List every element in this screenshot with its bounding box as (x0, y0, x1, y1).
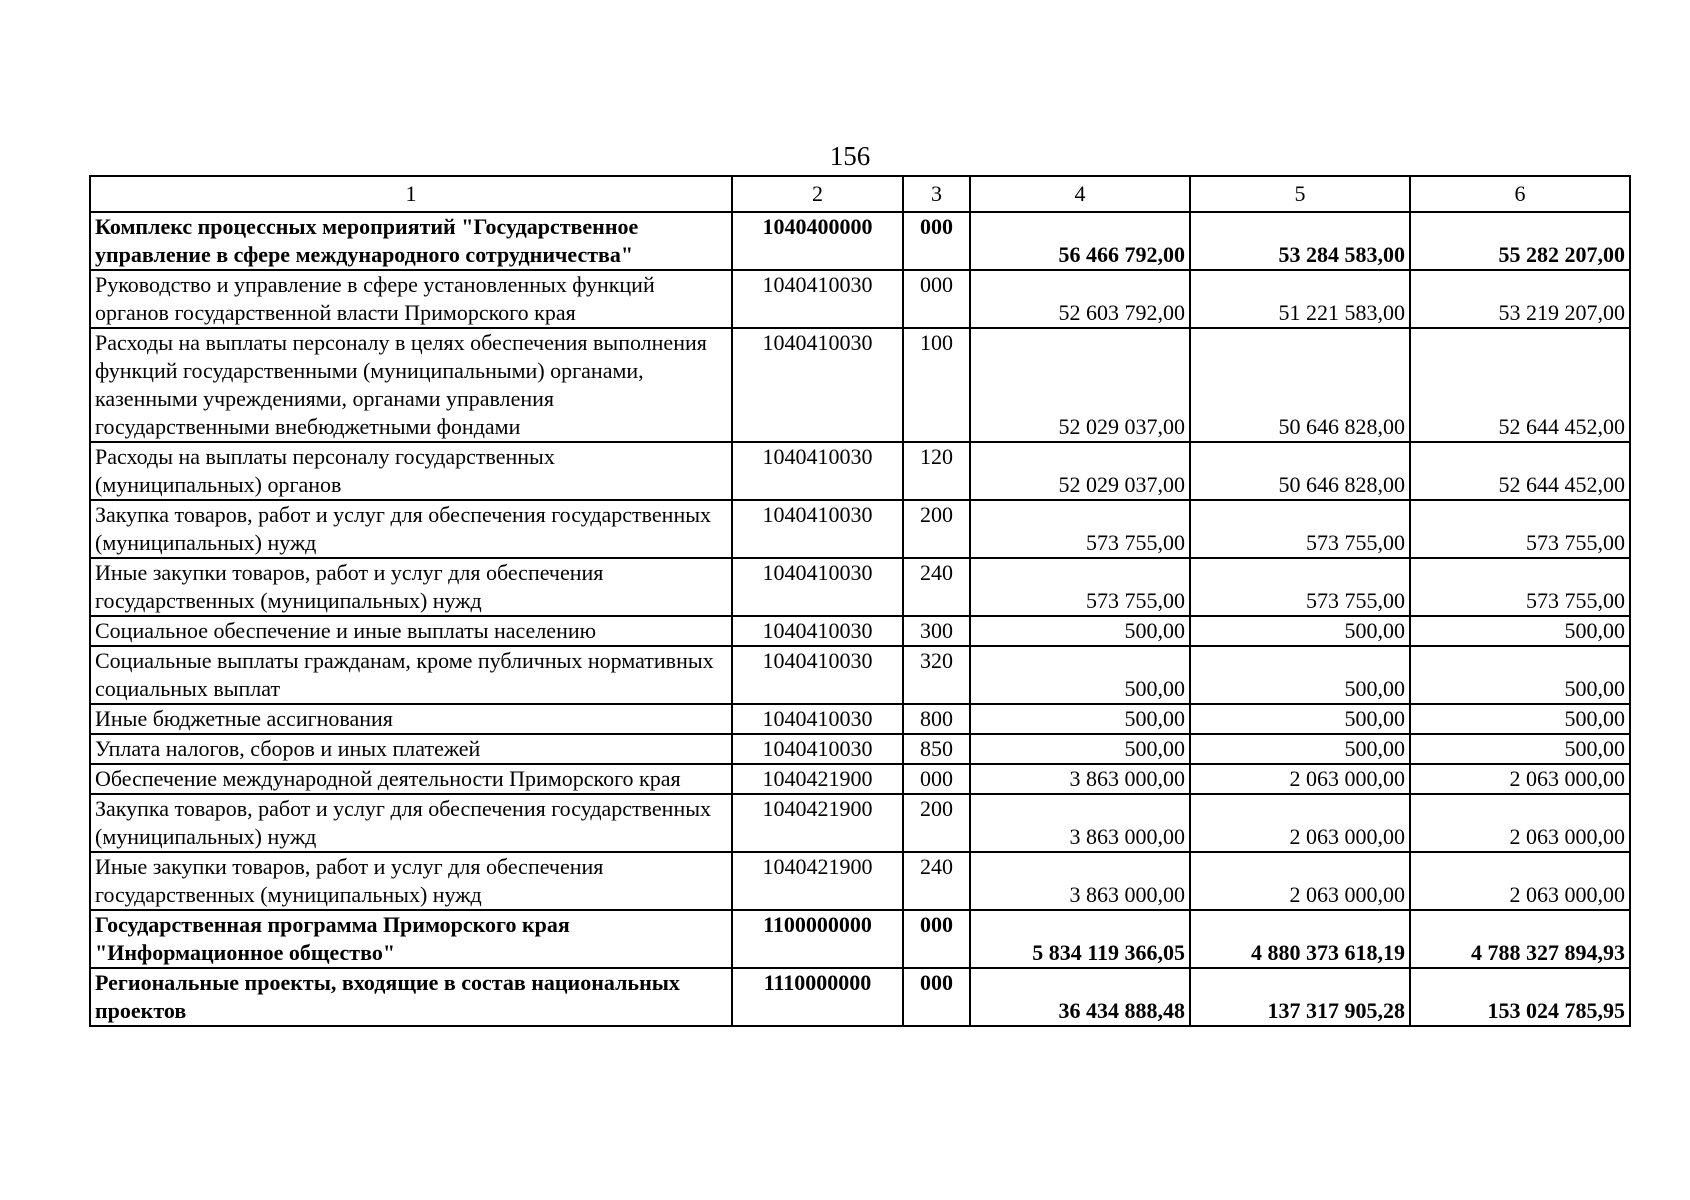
amount-col-5: 500,00 (1190, 704, 1410, 734)
table-row (90, 910, 1630, 968)
amount-col-5: 500,00 (1190, 734, 1410, 764)
amount-col-6: 4 788 327 894,93 (1410, 910, 1630, 968)
expense-type-code: 000 (903, 968, 970, 1026)
table-row (90, 442, 1630, 500)
amount-col-5: 50 646 828,00 (1190, 442, 1410, 500)
expense-type-code: 850 (903, 734, 970, 764)
amount-col-5: 53 284 583,00 (1190, 212, 1410, 270)
column-number: 1 (90, 176, 732, 212)
row-name: Обеспечение международной деятельности Приморского края (90, 764, 732, 794)
amount-col-4: 3 863 000,00 (970, 764, 1190, 794)
row-name: Социальное обеспечение и иные выплаты населению (90, 616, 732, 646)
amount-col-5: 2 063 000,00 (1190, 852, 1410, 910)
expense-type-code: 000 (903, 212, 970, 270)
amount-col-6: 500,00 (1410, 734, 1630, 764)
budget-table (89, 175, 1631, 1027)
expense-type-code: 240 (903, 558, 970, 616)
amount-col-5: 500,00 (1190, 616, 1410, 646)
amount-col-4: 52 029 037,00 (970, 442, 1190, 500)
amount-col-6: 500,00 (1410, 704, 1630, 734)
table-row (90, 968, 1630, 1026)
amount-col-4: 500,00 (970, 616, 1190, 646)
target-article-code: 1040421900 (732, 852, 903, 910)
table-row (90, 852, 1630, 910)
table-row (90, 646, 1630, 704)
expense-type-code: 000 (903, 270, 970, 328)
target-article-code: 1040410030 (732, 270, 903, 328)
amount-col-4: 500,00 (970, 704, 1190, 734)
expense-type-code: 200 (903, 500, 970, 558)
target-article-code: 1040410030 (732, 558, 903, 616)
table-row (90, 734, 1630, 764)
amount-col-4: 573 755,00 (970, 500, 1190, 558)
amount-col-4: 52 603 792,00 (970, 270, 1190, 328)
row-name: Иные бюджетные ассигнования (90, 704, 732, 734)
column-number-row (90, 176, 1630, 212)
amount-col-5: 4 880 373 618,19 (1190, 910, 1410, 968)
table-body (90, 176, 1630, 1026)
amount-col-6: 2 063 000,00 (1410, 852, 1630, 910)
amount-col-5: 573 755,00 (1190, 500, 1410, 558)
target-article-code: 1040410030 (732, 704, 903, 734)
table-row (90, 500, 1630, 558)
target-article-code: 1040400000 (732, 212, 903, 270)
table-row (90, 616, 1630, 646)
amount-col-6: 500,00 (1410, 646, 1630, 704)
amount-col-5: 2 063 000,00 (1190, 794, 1410, 852)
amount-col-4: 56 466 792,00 (970, 212, 1190, 270)
amount-col-6: 52 644 452,00 (1410, 442, 1630, 500)
target-article-code: 1040421900 (732, 794, 903, 852)
target-article-code: 1040421900 (732, 764, 903, 794)
column-number: 3 (903, 176, 970, 212)
target-article-code: 1040410030 (732, 442, 903, 500)
row-name: Региональные проекты, входящие в состав национальных проектов (90, 968, 732, 1026)
row-name: Закупка товаров, работ и услуг для обеспечения государственных (муниципальных) нужд (90, 500, 732, 558)
row-name: Государственная программа Приморского края "Информационное общество" (90, 910, 732, 968)
amount-col-4: 500,00 (970, 734, 1190, 764)
expense-type-code: 000 (903, 764, 970, 794)
amount-col-6: 153 024 785,95 (1410, 968, 1630, 1026)
amount-col-4: 3 863 000,00 (970, 852, 1190, 910)
table-row (90, 794, 1630, 852)
expense-type-code: 300 (903, 616, 970, 646)
target-article-code: 1110000000 (732, 968, 903, 1026)
expense-type-code: 100 (903, 328, 970, 442)
target-article-code: 1040410030 (732, 616, 903, 646)
amount-col-4: 5 834 119 366,05 (970, 910, 1190, 968)
amount-col-5: 2 063 000,00 (1190, 764, 1410, 794)
amount-col-5: 500,00 (1190, 646, 1410, 704)
expense-type-code: 200 (903, 794, 970, 852)
amount-col-6: 573 755,00 (1410, 558, 1630, 616)
amount-col-6: 55 282 207,00 (1410, 212, 1630, 270)
row-name: Комплекс процессных мероприятий "Государственное управление в сфере международного сотрудничества" (90, 212, 732, 270)
expense-type-code: 120 (903, 442, 970, 500)
amount-col-5: 573 755,00 (1190, 558, 1410, 616)
row-name: Социальные выплаты гражданам, кроме публичных нормативных социальных выплат (90, 646, 732, 704)
amount-col-6: 52 644 452,00 (1410, 328, 1630, 442)
amount-col-4: 36 434 888,48 (970, 968, 1190, 1026)
amount-col-5: 50 646 828,00 (1190, 328, 1410, 442)
target-article-code: 1100000000 (732, 910, 903, 968)
amount-col-5: 137 317 905,28 (1190, 968, 1410, 1026)
table-row (90, 212, 1630, 270)
amount-col-6: 53 219 207,00 (1410, 270, 1630, 328)
target-article-code: 1040410030 (732, 646, 903, 704)
amount-col-4: 573 755,00 (970, 558, 1190, 616)
amount-col-6: 2 063 000,00 (1410, 764, 1630, 794)
page-number: 156 (829, 141, 871, 171)
table-row (90, 328, 1630, 442)
amount-col-4: 3 863 000,00 (970, 794, 1190, 852)
expense-type-code: 320 (903, 646, 970, 704)
column-number: 6 (1410, 176, 1630, 212)
row-name: Руководство и управление в сфере установленных функций органов государственной власти Приморского края (90, 270, 732, 328)
expense-type-code: 240 (903, 852, 970, 910)
column-number: 4 (970, 176, 1190, 212)
row-name: Уплата налогов, сборов и иных платежей (90, 734, 732, 764)
table-row (90, 764, 1630, 794)
row-name: Иные закупки товаров, работ и услуг для обеспечения государственных (муниципальных) нужд (90, 558, 732, 616)
row-name: Иные закупки товаров, работ и услуг для обеспечения государственных (муниципальных) нужд (90, 852, 732, 910)
column-number: 2 (732, 176, 903, 212)
table-row (90, 558, 1630, 616)
table-row (90, 704, 1630, 734)
table-row (90, 270, 1630, 328)
expense-type-code: 000 (903, 910, 970, 968)
amount-col-6: 2 063 000,00 (1410, 794, 1630, 852)
amount-col-6: 500,00 (1410, 616, 1630, 646)
row-name: Закупка товаров, работ и услуг для обеспечения государственных (муниципальных) нужд (90, 794, 732, 852)
expense-type-code: 800 (903, 704, 970, 734)
target-article-code: 1040410030 (732, 328, 903, 442)
row-name: Расходы на выплаты персоналу в целях обеспечения выполнения функций государственными (муниципальными) органами, казенными учреждениями, органами управления государственными внебюджетными фондами (90, 328, 732, 442)
amount-col-4: 52 029 037,00 (970, 328, 1190, 442)
row-name: Расходы на выплаты персоналу государственных (муниципальных) органов (90, 442, 732, 500)
target-article-code: 1040410030 (732, 500, 903, 558)
column-number: 5 (1190, 176, 1410, 212)
amount-col-4: 500,00 (970, 646, 1190, 704)
target-article-code: 1040410030 (732, 734, 903, 764)
amount-col-6: 573 755,00 (1410, 500, 1630, 558)
amount-col-5: 51 221 583,00 (1190, 270, 1410, 328)
